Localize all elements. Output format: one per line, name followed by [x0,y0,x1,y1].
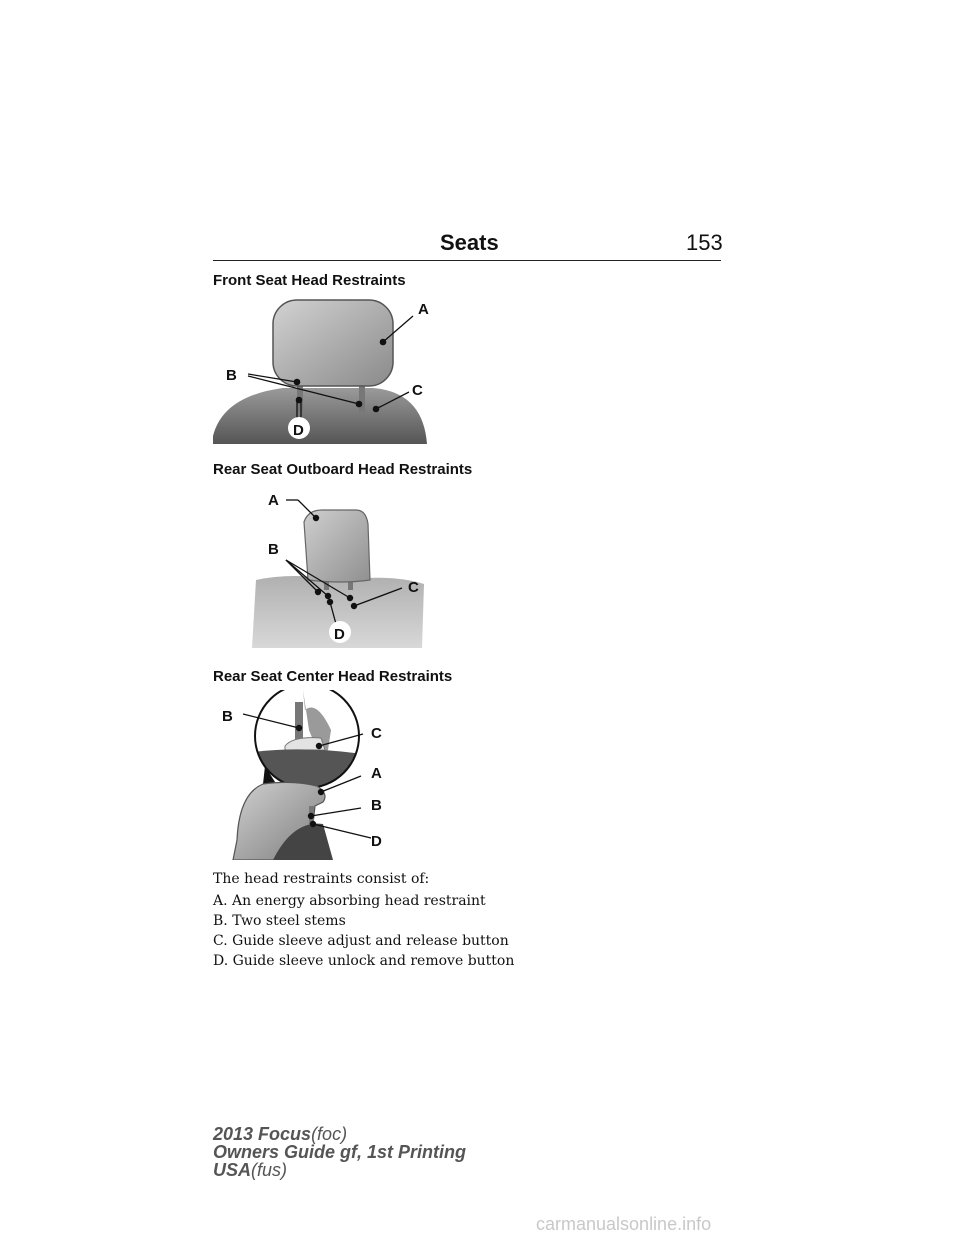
callout-a: A [371,765,382,782]
callout-c: C [371,725,382,742]
callout-b: B [268,541,279,558]
header-rule [213,260,721,261]
footer-model-name: 2013 Focus [213,1124,312,1144]
callout-d: D [293,422,304,439]
front-seat-heading: Front Seat Head Restraints [213,272,406,289]
page-number: 153 [686,230,723,255]
callout-a: A [268,492,279,509]
rear-center-heading: Rear Seat Center Head Restraints [213,668,453,685]
footer-model-code: (foc) [311,1124,348,1144]
watermark: carmanualsonline.info [536,1214,712,1234]
callout-a: A [418,301,429,318]
callout-d: D [371,833,382,850]
list-item-b: B. Two steel stems [213,913,346,929]
list-item-d: D. Guide sleeve unlock and remove button [213,953,515,969]
front-seat-head-restraint-figure [213,296,443,448]
footer-market-code: (fus) [251,1160,288,1180]
rear-center-head-restraint-figure [213,690,403,860]
footer-market-name: USA [213,1160,252,1180]
rear-outboard-heading: Rear Seat Outboard Head Restraints [213,461,473,478]
intro-text: The head restraints consist of: [213,871,430,887]
callout-b: B [371,797,382,814]
footer-guide-text: Owners Guide gf, 1st Printing [213,1142,467,1162]
footer-guide [213,1143,466,1161]
list-item-c: C. Guide sleeve adjust and release button [213,933,509,949]
callout-c: C [412,382,423,399]
footer-market [213,1161,287,1179]
list-item-a: A. An energy absorbing head restraint [213,893,486,909]
rear-outboard-head-restraint-figure [252,488,432,648]
callout-c: C [408,579,419,596]
callout-b: B [226,367,237,384]
section-title: Seats [440,230,499,255]
callout-d: D [334,626,345,643]
footer-model [213,1125,347,1143]
callout-b-top: B [222,708,233,725]
